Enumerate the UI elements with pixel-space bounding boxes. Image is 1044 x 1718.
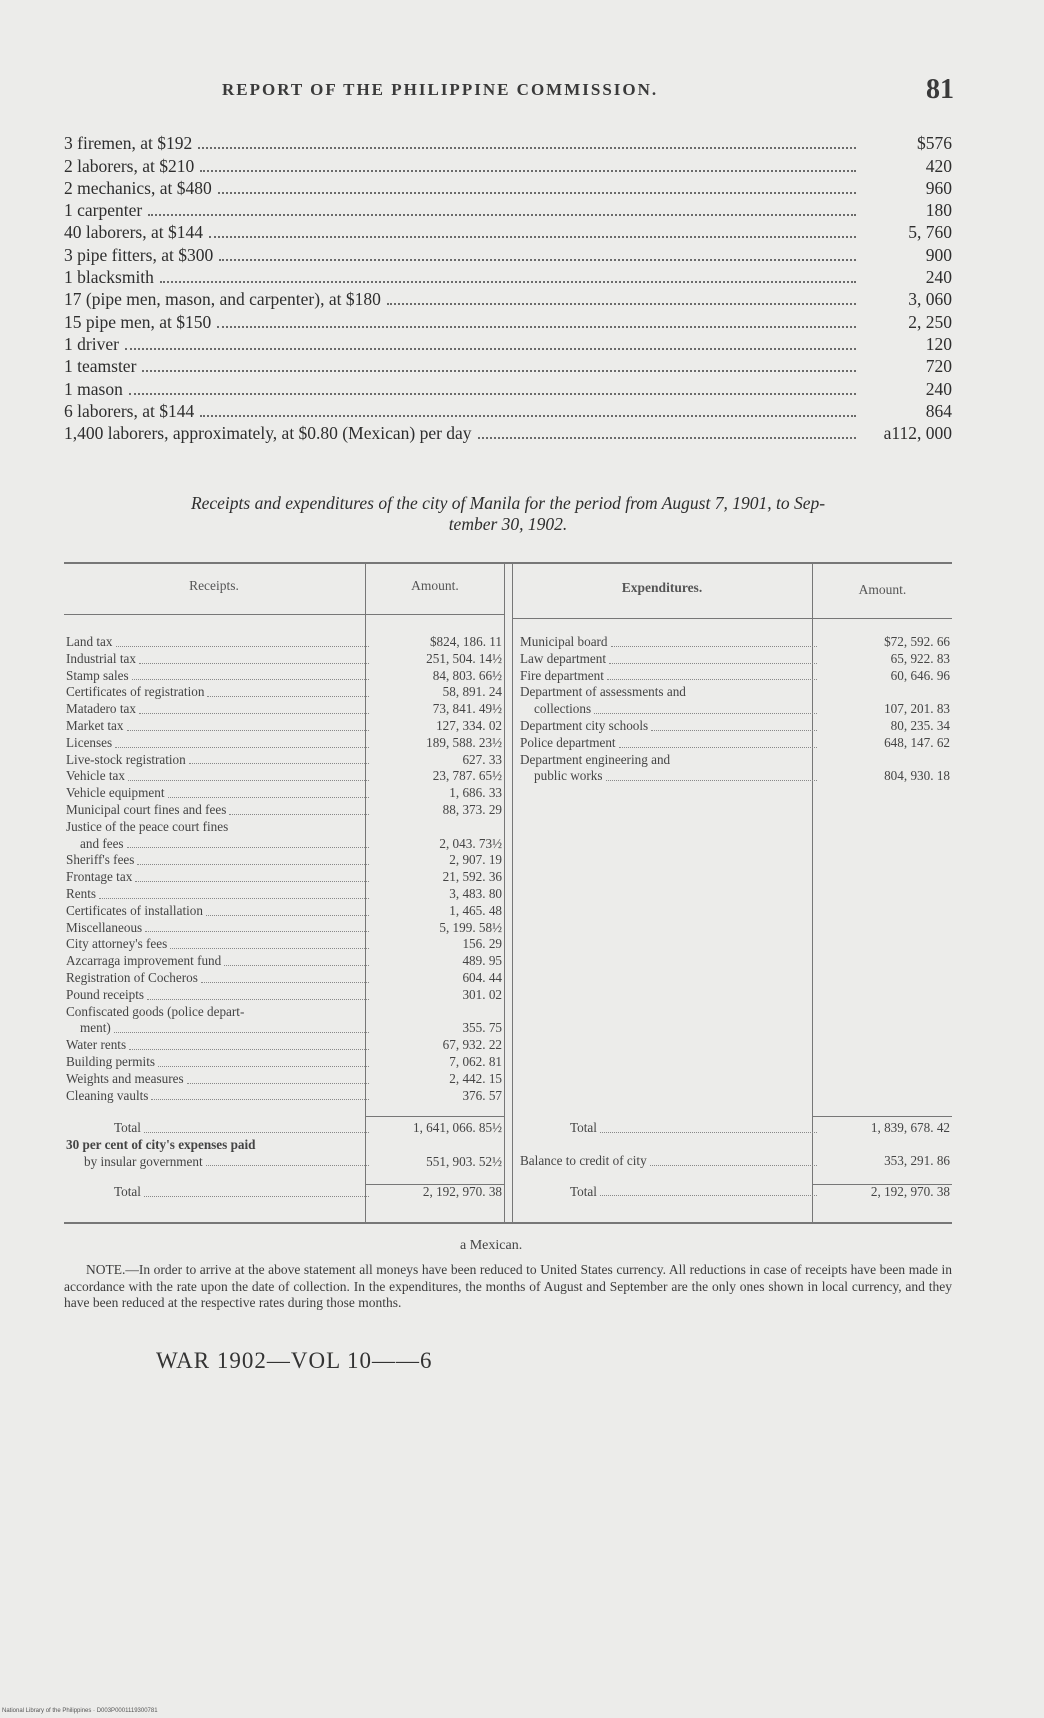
receipt-row-amount: 189, 588. 23½ bbox=[426, 734, 502, 750]
caption-line-2: tember 30, 1902. bbox=[448, 514, 568, 534]
expenditure-row bbox=[520, 634, 950, 651]
leader-dots bbox=[135, 881, 369, 882]
leader-dots bbox=[139, 713, 369, 714]
header-amount-1: Amount. bbox=[411, 578, 459, 593]
balance-row bbox=[520, 1153, 950, 1170]
scan-credit: National Library of the Philippines · D003P0001119300781 bbox=[2, 1708, 158, 1714]
leader-dots bbox=[201, 982, 369, 983]
receipt-row-amount: $824, 186. 11 bbox=[429, 634, 502, 649]
receipt-row-amount: 84, 803. 66½ bbox=[432, 667, 502, 683]
insular-share-label-2: by insular government bbox=[84, 1153, 203, 1169]
receipt-row-amount: 1, 686. 33 bbox=[449, 785, 502, 801]
receipts-totals bbox=[66, 1120, 502, 1201]
receipt-row bbox=[66, 785, 502, 802]
running-title: REPORT OF THE PHILIPPINE COMMISSION. bbox=[222, 80, 659, 99]
leader-dots bbox=[116, 646, 369, 647]
payroll-label: 3 pipe fitters, at $300 bbox=[64, 244, 214, 265]
receipt-row-amount: 73, 841. 49½ bbox=[432, 701, 502, 717]
receipt-row-amount: 604. 44 bbox=[462, 969, 502, 985]
receipt-row bbox=[66, 718, 502, 735]
expenditure-row-label: Department engineering and bbox=[520, 751, 671, 767]
receipt-row-label: Water rents bbox=[66, 1037, 127, 1053]
payroll-row bbox=[64, 153, 952, 175]
receipt-row-amount: 67, 932. 22 bbox=[442, 1037, 502, 1053]
payroll-label: 15 pipe men, at $150 bbox=[64, 311, 212, 332]
exp-grand-total-row bbox=[520, 1184, 950, 1201]
leader-dots bbox=[607, 679, 817, 680]
leader-dots bbox=[128, 780, 369, 781]
payroll-label: 1,400 laborers, approximately, at $0.80 (Mexican) per day bbox=[64, 423, 472, 444]
payroll-amount: 240 bbox=[925, 378, 952, 399]
leader-dots bbox=[229, 814, 369, 815]
payroll-label: 2 mechanics, at $480 bbox=[64, 177, 212, 198]
receipt-row-amount: 3, 483. 80 bbox=[449, 885, 502, 901]
expenditure-row-line bbox=[520, 684, 950, 701]
insular-share-label: 30 per cent of city's expenses paid bbox=[66, 1136, 256, 1152]
expenditure-row bbox=[520, 718, 950, 735]
receipt-row-amount: 376. 57 bbox=[462, 1087, 502, 1103]
receipt-row bbox=[66, 970, 502, 987]
receipt-row-label: Justice of the peace court fines bbox=[66, 818, 229, 834]
expenditures-totals bbox=[520, 1120, 950, 1200]
expenditure-row-label: Municipal board bbox=[520, 634, 608, 649]
receipts-grand-total-amount: 2, 192, 970. 38 bbox=[422, 1184, 502, 1200]
exp-grand-total-amount: 2, 192, 970. 38 bbox=[870, 1183, 950, 1199]
payroll-amount: 864 bbox=[925, 400, 952, 421]
receipt-row-label: Rents bbox=[66, 885, 97, 901]
payroll-list bbox=[64, 131, 952, 443]
payroll-row bbox=[64, 265, 952, 287]
receipt-row-label: Azcarraga improvement fund bbox=[66, 953, 222, 969]
leader-dots bbox=[200, 415, 856, 417]
receipt-row-amount: 58, 891. 24 bbox=[442, 684, 502, 700]
payroll-row bbox=[64, 332, 952, 354]
insular-share-row bbox=[66, 1137, 502, 1154]
expenditure-row-amount: 804, 930. 18 bbox=[884, 768, 950, 784]
leader-dots bbox=[125, 348, 856, 350]
receipt-row-label: Building permits bbox=[66, 1053, 156, 1069]
payroll-amount: 420 bbox=[925, 155, 952, 176]
table-bottom-rule bbox=[64, 1222, 952, 1224]
receipt-row-label-cont: and fees bbox=[80, 835, 124, 851]
exp-grand-total-label: Total bbox=[570, 1183, 597, 1199]
expenditure-row-label: Department city schools bbox=[520, 717, 649, 733]
receipt-row bbox=[66, 668, 502, 685]
leader-dots bbox=[129, 393, 856, 395]
leader-dots bbox=[115, 747, 369, 748]
payroll-amount: 120 bbox=[925, 333, 952, 354]
expenditure-row-amount: 65, 922. 83 bbox=[890, 650, 950, 666]
exp-total-row bbox=[520, 1120, 950, 1137]
payroll-row bbox=[64, 309, 952, 331]
expenditure-row-label-cont: collections bbox=[534, 701, 592, 717]
receipt-row bbox=[66, 701, 502, 718]
col-divider-2 bbox=[504, 562, 505, 1222]
receipts-total-row bbox=[66, 1120, 502, 1137]
receipt-row bbox=[66, 1088, 502, 1105]
payroll-amount: 960 bbox=[925, 177, 952, 198]
payroll-row bbox=[64, 198, 952, 220]
receipt-row-label: Municipal court fines and fees bbox=[66, 801, 227, 817]
receipts-total-label: Total bbox=[114, 1120, 141, 1135]
payroll-amount: $576 bbox=[917, 133, 952, 154]
payroll-label: 1 blacksmith bbox=[64, 267, 154, 288]
payroll-row bbox=[64, 131, 952, 153]
expenditures-list bbox=[520, 634, 950, 785]
caption-line-1: Receipts and expenditures of the city of Manila for the period from August 7, 1901, to Sep- bbox=[190, 493, 826, 513]
leader-dots bbox=[139, 663, 369, 664]
expenditure-row-label-cont: public works bbox=[534, 768, 603, 784]
expenditure-row bbox=[520, 768, 950, 785]
receipt-row-label-cont: ment) bbox=[80, 1020, 111, 1036]
receipt-row bbox=[66, 869, 502, 886]
leader-dots bbox=[168, 797, 369, 798]
receipt-row bbox=[66, 987, 502, 1004]
payroll-label: 1 teamster bbox=[64, 356, 137, 377]
leader-dots bbox=[158, 1066, 369, 1067]
receipt-row-label: Sheriff's fees bbox=[66, 852, 135, 868]
page-number: 81 bbox=[926, 74, 954, 105]
receipt-row-line bbox=[66, 1004, 502, 1021]
leader-dots bbox=[651, 730, 817, 731]
expenditure-row bbox=[520, 651, 950, 668]
exp-total-label: Total bbox=[570, 1120, 597, 1135]
leader-dots bbox=[99, 898, 369, 899]
leader-dots bbox=[478, 437, 856, 439]
payroll-row bbox=[64, 220, 952, 242]
balance-amount: 353, 291. 86 bbox=[884, 1152, 950, 1168]
receipt-row bbox=[66, 684, 502, 701]
receipt-row-label: Miscellaneous bbox=[66, 919, 143, 935]
receipts-total-amount: 1, 641, 066. 85½ bbox=[412, 1120, 502, 1135]
leader-dots bbox=[151, 1099, 369, 1100]
payroll-row bbox=[64, 176, 952, 198]
leader-dots bbox=[114, 1032, 369, 1033]
receipt-row-amount: 251, 504. 14½ bbox=[426, 650, 502, 666]
balance-label: Balance to credit of city bbox=[520, 1152, 647, 1168]
receipt-row bbox=[66, 920, 502, 937]
expenditure-row bbox=[520, 735, 950, 752]
insular-share-amount: 551, 903. 52½ bbox=[426, 1153, 502, 1169]
payroll-label: 40 laborers, at $144 bbox=[64, 222, 203, 243]
signature-line: WAR 1902—VOL 10——6 bbox=[156, 1348, 433, 1373]
header-amount-2: Amount. bbox=[858, 582, 907, 597]
expenditure-row-label: Police department bbox=[520, 734, 616, 750]
payroll-label: 3 firemen, at $192 bbox=[64, 133, 193, 154]
header-underline-right bbox=[512, 618, 952, 619]
receipt-row-label: Frontage tax bbox=[66, 869, 133, 885]
receipt-row-amount: 2, 442. 15 bbox=[449, 1070, 502, 1086]
receipt-row-label: Registration of Cocheros bbox=[66, 969, 198, 985]
leader-dots bbox=[187, 1083, 369, 1084]
receipt-row bbox=[66, 768, 502, 785]
receipt-row-label: Licenses bbox=[66, 734, 113, 750]
leader-dots bbox=[189, 763, 369, 764]
payroll-row bbox=[64, 287, 952, 309]
receipt-row bbox=[66, 1054, 502, 1071]
receipt-row-amount: 7, 062. 81 bbox=[449, 1053, 502, 1069]
receipts-grand-total-row bbox=[66, 1184, 502, 1201]
payroll-amount: 5, 760 bbox=[908, 222, 952, 243]
leader-dots bbox=[137, 864, 369, 865]
leader-dots bbox=[619, 747, 817, 748]
payroll-row bbox=[64, 376, 952, 398]
payroll-amount: 900 bbox=[925, 244, 952, 265]
receipt-row-label: Vehicle tax bbox=[66, 768, 125, 784]
payroll-amount: 180 bbox=[925, 200, 952, 221]
exp-total-rule bbox=[812, 1116, 952, 1117]
leader-dots bbox=[606, 780, 818, 781]
leader-dots bbox=[198, 147, 856, 149]
receipt-row bbox=[66, 634, 502, 651]
leader-dots bbox=[160, 281, 856, 283]
payroll-row bbox=[64, 421, 952, 443]
header-underline-left bbox=[64, 614, 504, 615]
leader-dots bbox=[145, 931, 369, 932]
expenditure-row-label: Department of assessments and bbox=[520, 684, 686, 700]
receipt-row bbox=[66, 903, 502, 920]
leader-dots bbox=[218, 192, 856, 194]
receipt-row-line bbox=[66, 819, 502, 836]
receipt-row-label: Confiscated goods (police depart- bbox=[66, 1003, 245, 1019]
leader-dots bbox=[200, 170, 856, 172]
receipt-row-amount: 21, 592. 36 bbox=[442, 869, 502, 885]
payroll-label: 6 laborers, at $144 bbox=[64, 400, 195, 421]
leader-dots bbox=[206, 915, 369, 916]
exp-total-amount: 1, 839, 678. 42 bbox=[870, 1120, 950, 1135]
footnote: a Mexican. bbox=[460, 1238, 523, 1253]
expenditure-row-amount: 60, 646. 96 bbox=[890, 667, 950, 683]
receipt-row-amount: 23, 787. 65½ bbox=[432, 768, 502, 784]
receipt-row-label: Certificates of installation bbox=[66, 902, 203, 918]
receipt-row bbox=[66, 651, 502, 668]
leader-dots bbox=[387, 303, 856, 305]
receipt-row-label: Pound receipts bbox=[66, 986, 145, 1002]
payroll-row bbox=[64, 399, 952, 421]
leader-dots bbox=[217, 326, 856, 328]
receipt-row-label: Matadero tax bbox=[66, 701, 136, 717]
receipt-row-label: Vehicle equipment bbox=[66, 785, 165, 801]
payroll-amount: a112, 000 bbox=[883, 423, 952, 444]
receipt-row bbox=[66, 936, 502, 953]
receipt-row-label: Cleaning vaults bbox=[66, 1087, 149, 1103]
receipt-row bbox=[66, 735, 502, 752]
payroll-row bbox=[64, 242, 952, 264]
payroll-row bbox=[64, 354, 952, 376]
receipt-row bbox=[66, 1071, 502, 1088]
receipt-row-label: Stamp sales bbox=[66, 667, 129, 683]
receipt-row-label: Weights and measures bbox=[66, 1070, 184, 1086]
receipts-total-rule bbox=[365, 1116, 504, 1117]
receipt-row-amount: 489. 95 bbox=[462, 953, 502, 969]
receipt-row-amount: 156. 29 bbox=[462, 936, 502, 952]
payroll-label: 1 mason bbox=[64, 378, 123, 399]
leader-dots bbox=[142, 370, 856, 372]
receipt-row-amount: 627. 33 bbox=[462, 751, 502, 767]
payroll-amount: 3, 060 bbox=[908, 289, 952, 310]
expenditure-row-line bbox=[520, 752, 950, 769]
receipt-row-amount: 2, 043. 73½ bbox=[439, 835, 502, 851]
payroll-amount: 240 bbox=[925, 267, 952, 288]
table-top-rule bbox=[64, 562, 952, 564]
receipt-row bbox=[66, 852, 502, 869]
receipt-row-label: Live-stock registration bbox=[66, 751, 186, 767]
leader-dots bbox=[127, 847, 369, 848]
receipt-row-amount: 301. 02 bbox=[462, 986, 502, 1002]
receipt-row bbox=[66, 836, 502, 853]
receipt-row bbox=[66, 752, 502, 769]
receipt-row-label: Certificates of registration bbox=[66, 684, 205, 700]
leader-dots bbox=[207, 696, 369, 697]
receipt-row-amount: 5, 199. 58½ bbox=[439, 919, 502, 935]
leader-dots bbox=[209, 236, 856, 238]
expenditure-row-label: Fire department bbox=[520, 667, 604, 683]
receipt-row bbox=[66, 886, 502, 903]
expenditure-row bbox=[520, 701, 950, 718]
receipt-row-amount: 355. 75 bbox=[462, 1020, 502, 1036]
page-header bbox=[66, 74, 954, 110]
leader-dots bbox=[148, 214, 856, 216]
note-paragraph: NOTE.—In order to arrive at the above statement all moneys have been reduced to United States currency. All reductions in case of receipts have been made in accordance with the rate upon the date of collection. In the expenditures, the months of August and September are the only ones shown in local currency, and they have been reduced at the respective rates during those months. bbox=[64, 1262, 952, 1310]
expenditure-row-amount: $72, 592. 66 bbox=[884, 634, 950, 649]
col-divider-3 bbox=[512, 562, 513, 1222]
leader-dots bbox=[129, 1049, 369, 1050]
receipt-row bbox=[66, 953, 502, 970]
receipt-row bbox=[66, 802, 502, 819]
receipts-grand-total-label: Total bbox=[114, 1184, 141, 1200]
expenditure-row-amount: 80, 235. 34 bbox=[890, 717, 950, 733]
receipt-row-amount: 2, 907. 19 bbox=[449, 852, 502, 868]
receipt-row-amount: 1, 465. 48 bbox=[449, 902, 502, 918]
payroll-label: 1 carpenter bbox=[64, 200, 143, 221]
insular-share-row-2 bbox=[66, 1154, 502, 1171]
receipt-row-label: Market tax bbox=[66, 717, 124, 733]
table-caption bbox=[64, 493, 952, 535]
payroll-label: 17 (pipe men, mason, and carpenter), at $180 bbox=[64, 289, 381, 310]
receipts-list bbox=[66, 634, 502, 1104]
payroll-label: 1 driver bbox=[64, 333, 119, 354]
expenditure-row-label: Law department bbox=[520, 650, 607, 666]
leader-dots bbox=[611, 646, 817, 647]
expenditure-row-amount: 107, 201. 83 bbox=[884, 701, 950, 717]
receipt-row-label: Land tax bbox=[66, 634, 113, 649]
leader-dots bbox=[132, 679, 369, 680]
header-receipts: Receipts. bbox=[189, 578, 239, 593]
payroll-amount: 2, 250 bbox=[908, 311, 952, 332]
payroll-label: 2 laborers, at $210 bbox=[64, 155, 195, 176]
expenditure-row-amount: 648, 147. 62 bbox=[884, 734, 950, 750]
leader-dots bbox=[127, 730, 370, 731]
receipt-row bbox=[66, 1037, 502, 1054]
leader-dots bbox=[147, 999, 369, 1000]
receipt-row-amount: 127, 334. 02 bbox=[436, 717, 502, 733]
leader-dots bbox=[224, 965, 369, 966]
receipt-row bbox=[66, 1020, 502, 1037]
leader-dots bbox=[170, 948, 369, 949]
leader-dots bbox=[219, 259, 856, 261]
header-expenditures: Expenditures. bbox=[621, 580, 703, 595]
receipt-row-amount: 88, 373. 29 bbox=[442, 801, 502, 817]
payroll-amount: 720 bbox=[925, 356, 952, 377]
receipt-row-label: Industrial tax bbox=[66, 650, 136, 666]
expenditure-row bbox=[520, 668, 950, 685]
leader-dots bbox=[594, 713, 817, 714]
receipt-row-label: City attorney's fees bbox=[66, 936, 168, 952]
leader-dots bbox=[609, 663, 817, 664]
